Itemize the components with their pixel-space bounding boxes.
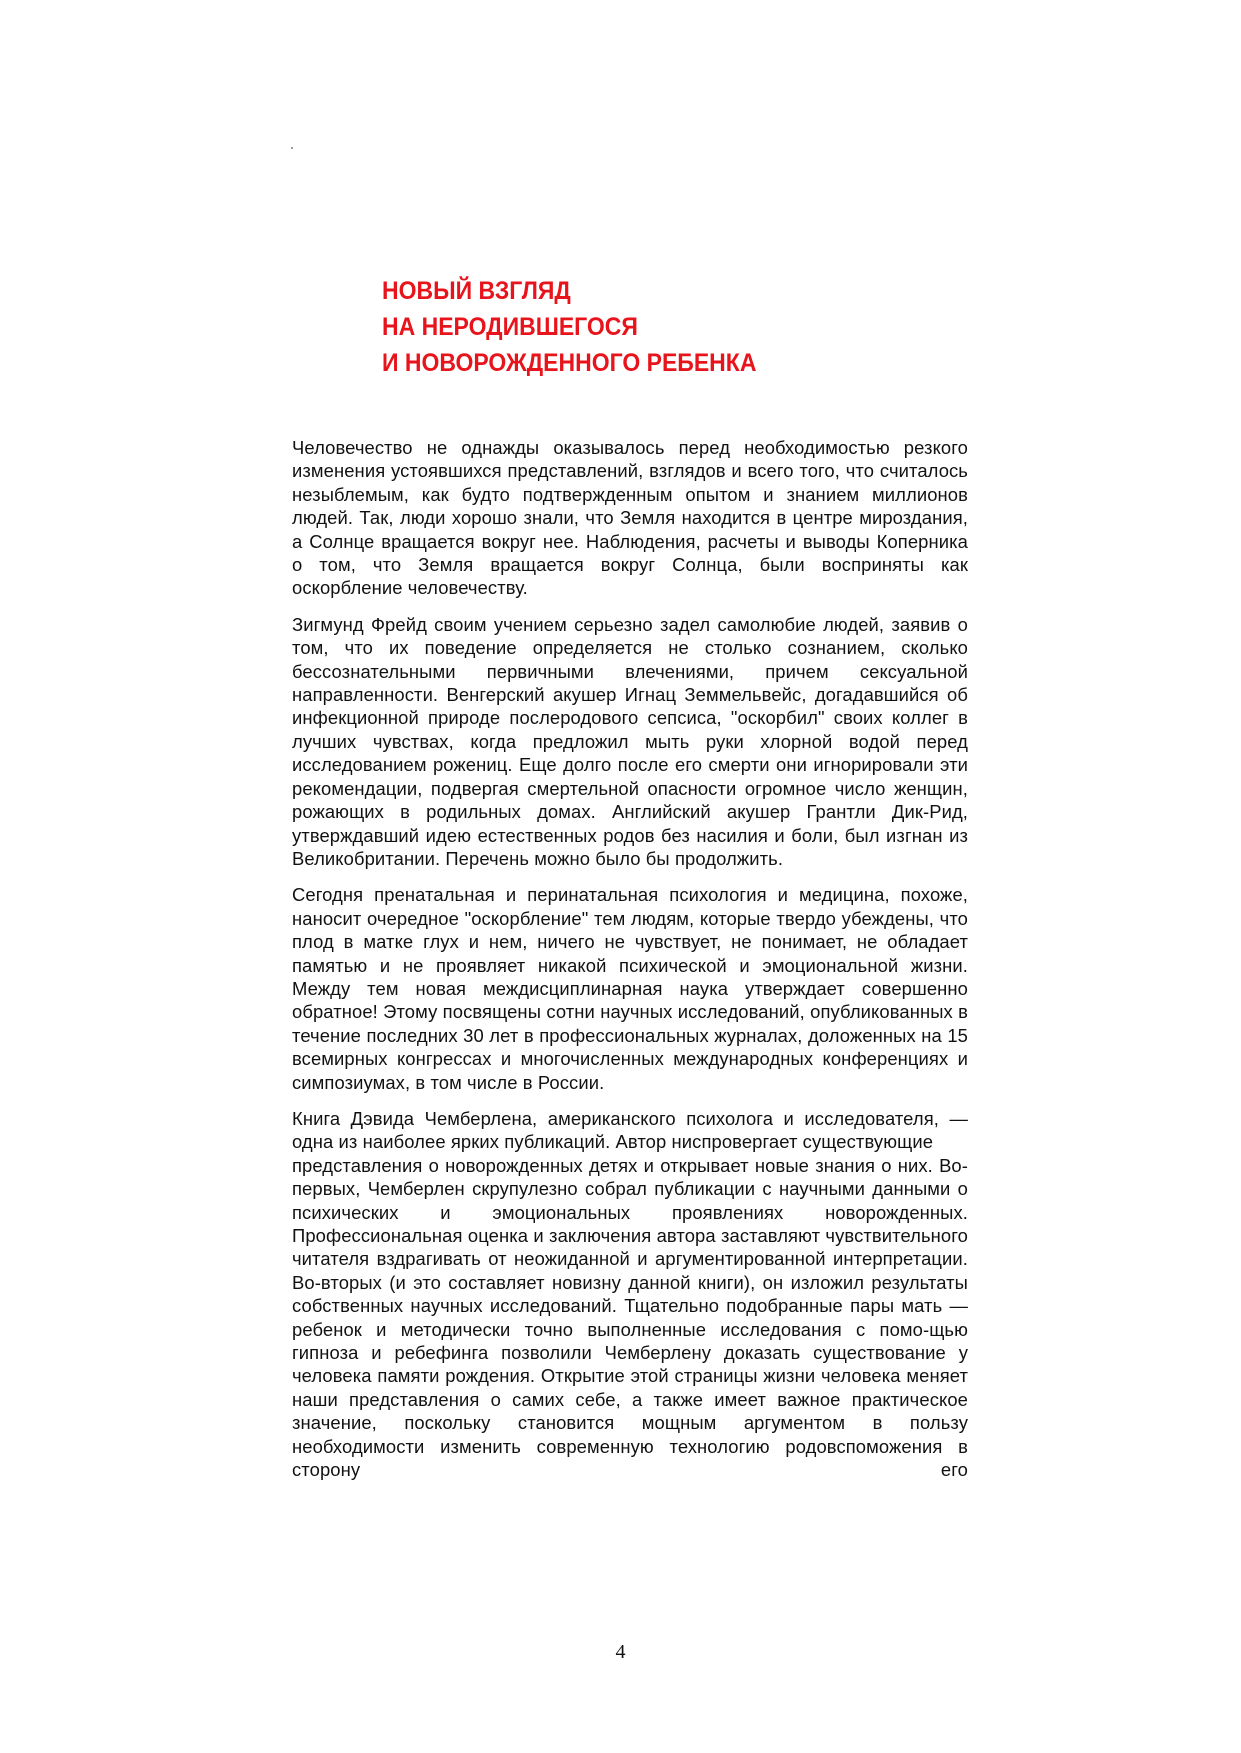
title-line-3: И НОВОРОЖДЕННОГО РЕБЕНКА bbox=[382, 349, 757, 377]
stray-mark bbox=[291, 147, 293, 149]
paragraph-1: Человечество не однажды оказывалось перед необходимостью резкого изменения устоявшихся представлений, взглядов и всего того, что считалось незыблемым, как будто подтвержденным опытом и знанием миллионов людей. Так, люди хорошо знали, что Земля находится в центре мироздания, а Солнце вращается вокруг нее. Наблюдения, расчеты и выводы Коперника о том, что Земля вращается вокруг Солнца, были восприняты как оскорбление человечеству. bbox=[292, 437, 968, 599]
title-line-2: НА НЕРОДИВШЕГОСЯ bbox=[382, 313, 638, 341]
paragraph-4-continued: представления о новорожденных детях и открывает новые знания о них. Во-первых, Чемберлен скрупулезно собрал публикации с научными данными о психических и эмоциональных проявлениях новорожденных. Профессиональная оценка и заключения автора заставляют чувствительного читателя вздрагивать от неожиданной и аргументированной интерпретации. Во-вторых (и это составляет новизну данной книги), он изложил результаты собственных научных исследований. Тщательно подобранные пары мать — ребенок и методически точно выполненные исследования с помо-щью гипноза и ребефинга позволили Чемберлену доказать существование у человека памяти рождения. Открытие этой страницы жизни человека меняет наши представления о самих себе, а также имеет важное практическое значение, поскольку становится мощным аргументом в пользу необходимости изменить современную технологию родовспоможения в сторону его bbox=[292, 1154, 968, 1481]
paragraph-2: Зигмунд Фрейд своим учением серьезно задел самолюбие людей, заявив о том, что их поведение определяется не столько сознанием, сколько бессознательными первичными влечениями, причем сексуальной направленности. Венгерский акушер Игнац Земмельвейс, догадавшийся об инфекционной природе послеродового сепсиса, "оскорбил" своих коллег в лучших чувствах, когда предложил мыть руки хлорной водой перед исследованием рожениц. Еще долго после его смерти они игнорировали эти рекомендации, подвергая смертельной опасности огромное число женщин, рожающих в родильных домах. Английский акушер Грантли Дик-Рид, утверждавший идею естественных родов без насилия и боли, был изгнан из Великобритании. Перечень можно было бы продолжить. bbox=[292, 613, 968, 869]
title-line-1: НОВЫЙ ВЗГЛЯД bbox=[382, 277, 571, 305]
page-number: 4 bbox=[615, 1641, 626, 1663]
paragraph-4-start: Книга Дэвида Чемберлена, американского психолога и исследователя, — одна из наиболее ярких публикаций. Автор ниспровергает существующие bbox=[292, 1107, 968, 1153]
body-text bbox=[292, 436, 968, 1494]
paragraph-3: Сегодня пренатальная и перинатальная психология и медицина, похоже, наносит очередное "оскорбление" тем людям, которые твердо убеждены, что плод в матке глух и нем, ничего не чувствует, не понимает, не обладает памятью и не проявляет никакой психической и эмоциональной жизни. Между тем новая междисциплинарная наука утверждает совершенно обратное! Этому посвящены сотни научных исследований, опубликованных в течение последних 30 лет в профессиональных журналах, доложенных на 15 всемирных конгрессах и многочисленных международных конференциях и симпозиумах, в том числе в России. bbox=[292, 884, 968, 1093]
chapter-title bbox=[382, 273, 1082, 381]
